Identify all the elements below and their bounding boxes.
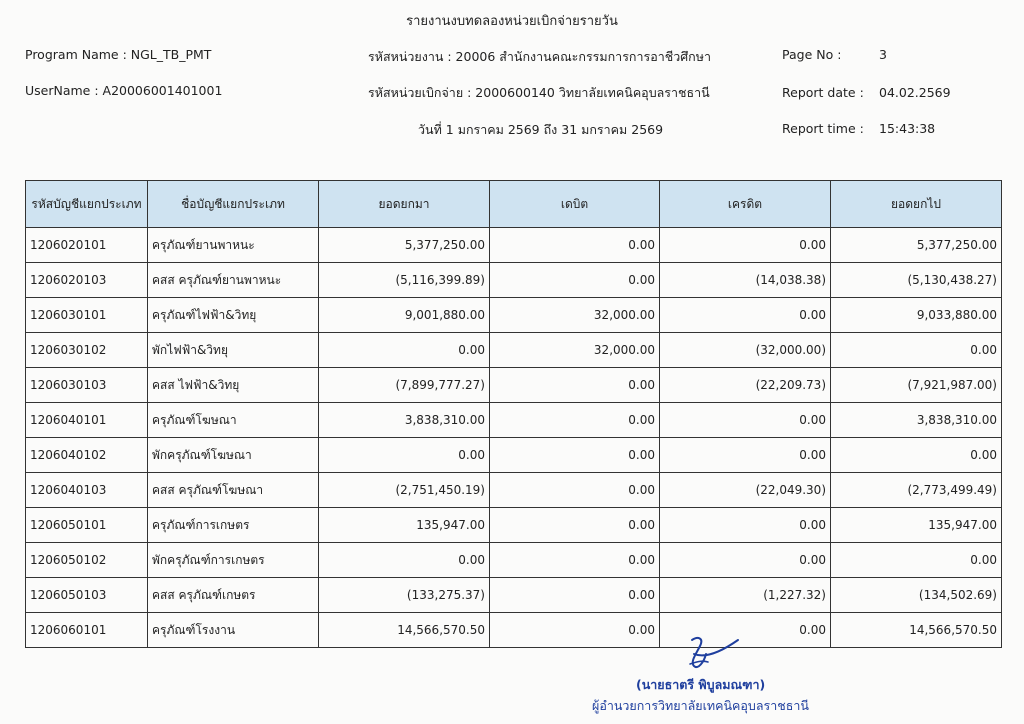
col-debit: เดบิต xyxy=(490,181,660,228)
table-row xyxy=(26,438,1002,473)
col-account-code: รหัสบัญชีแยกประเภท xyxy=(26,181,148,228)
report-time-value: 15:43:38 xyxy=(879,121,936,136)
report-date-label: Report date : xyxy=(782,85,864,100)
username: UserName : A20006001401001 xyxy=(25,83,223,98)
closing-balance-cell: (7,921,987.00) xyxy=(831,368,1002,403)
opening-balance-cell: (5,116,399.89) xyxy=(319,263,490,298)
table-header-row xyxy=(26,181,1002,228)
opening-balance-cell: 9,001,880.00 xyxy=(319,298,490,333)
closing-balance-cell: (5,130,438.27) xyxy=(831,263,1002,298)
closing-balance-cell: (2,773,499.49) xyxy=(831,473,1002,508)
opening-balance-cell: (2,751,450.19) xyxy=(319,473,490,508)
table-row xyxy=(26,508,1002,543)
signatory-title: ผู้อำนวยการวิทยาลัยเทคนิคอุบลราชธานี xyxy=(592,698,809,713)
opening-balance-cell: 5,377,250.00 xyxy=(319,228,490,263)
col-opening-balance: ยอดยกมา xyxy=(319,181,490,228)
account-code-cell: 1206040101 xyxy=(26,403,148,438)
col-credit: เครดิต xyxy=(660,181,831,228)
debit-cell: 0.00 xyxy=(490,403,660,438)
table-row xyxy=(26,333,1002,368)
account-name-cell: ครุภัณฑ์โฆษณา xyxy=(148,403,319,438)
opening-balance-cell: 135,947.00 xyxy=(319,508,490,543)
table-row xyxy=(26,263,1002,298)
debit-cell: 0.00 xyxy=(490,228,660,263)
closing-balance-cell: 9,033,880.00 xyxy=(831,298,1002,333)
account-code-cell: 1206030101 xyxy=(26,298,148,333)
closing-balance-cell: (134,502.69) xyxy=(831,578,1002,613)
debit-cell: 32,000.00 xyxy=(490,298,660,333)
program-name: Program Name : NGL_TB_PMT xyxy=(25,47,212,62)
opening-balance-cell: 0.00 xyxy=(319,543,490,578)
table-row xyxy=(26,228,1002,263)
account-name-cell: พักครุภัณฑ์โฆษณา xyxy=(148,438,319,473)
debit-cell: 0.00 xyxy=(490,578,660,613)
account-code-cell: 1206050101 xyxy=(26,508,148,543)
account-code-cell: 1206040103 xyxy=(26,473,148,508)
account-code-cell: 1206060101 xyxy=(26,613,148,648)
account-name-cell: คสส ครุภัณฑ์ยานพาหนะ xyxy=(148,263,319,298)
report-time-label: Report time : xyxy=(782,121,864,136)
account-code-cell: 1206040102 xyxy=(26,438,148,473)
credit-cell: 0.00 xyxy=(660,613,831,648)
account-code-cell: 1206020103 xyxy=(26,263,148,298)
credit-cell: 0.00 xyxy=(660,508,831,543)
credit-cell: 0.00 xyxy=(660,228,831,263)
closing-balance-cell: 0.00 xyxy=(831,333,1002,368)
table-row xyxy=(26,543,1002,578)
debit-cell: 32,000.00 xyxy=(490,333,660,368)
report-date-value: 04.02.2569 xyxy=(879,85,951,100)
disbursing-unit-code: รหัสหน่วยเบิกจ่าย : 2000600140 วิทยาลัยเทคนิคอุบลราชธานี xyxy=(368,85,710,100)
account-name-cell: ครุภัณฑ์โรงงาน xyxy=(148,613,319,648)
account-code-cell: 1206020101 xyxy=(26,228,148,263)
account-name-cell: คสส ไฟฟ้า&วิทยุ xyxy=(148,368,319,403)
handwritten-signature xyxy=(684,632,744,676)
credit-cell: 0.00 xyxy=(660,403,831,438)
credit-cell: (1,227.32) xyxy=(660,578,831,613)
credit-cell: (22,049.30) xyxy=(660,473,831,508)
table-row xyxy=(26,578,1002,613)
signatory-name: (นายธาตรี พิบูลมณฑา) xyxy=(636,677,766,692)
closing-balance-cell: 3,838,310.00 xyxy=(831,403,1002,438)
page-no-value: 3 xyxy=(879,47,887,62)
table-row xyxy=(26,613,1002,648)
closing-balance-cell: 135,947.00 xyxy=(831,508,1002,543)
credit-cell: (32,000.00) xyxy=(660,333,831,368)
account-name-cell: คสส ครุภัณฑ์โฆษณา xyxy=(148,473,319,508)
credit-cell: (22,209.73) xyxy=(660,368,831,403)
report-period: วันที่ 1 มกราคม 2569 ถึง 31 มกราคม 2569 xyxy=(418,122,664,137)
opening-balance-cell: 0.00 xyxy=(319,333,490,368)
table-row xyxy=(26,473,1002,508)
account-name-cell: ครุภัณฑ์ไฟฟ้า&วิทยุ xyxy=(148,298,319,333)
table-row xyxy=(26,368,1002,403)
credit-cell: 0.00 xyxy=(660,543,831,578)
opening-balance-cell: (7,899,777.27) xyxy=(319,368,490,403)
credit-cell: 0.00 xyxy=(660,438,831,473)
trial-balance-table xyxy=(25,180,1002,648)
debit-cell: 0.00 xyxy=(490,508,660,543)
agency-code: รหัสหน่วยงาน : 20006 สำนักงานคณะกรรมการการอาชีวศึกษา xyxy=(368,49,712,64)
account-name-cell: คสส ครุภัณฑ์เกษตร xyxy=(148,578,319,613)
closing-balance-cell: 0.00 xyxy=(831,438,1002,473)
account-name-cell: พักครุภัณฑ์การเกษตร xyxy=(148,543,319,578)
debit-cell: 0.00 xyxy=(490,438,660,473)
table-row xyxy=(26,403,1002,438)
account-name-cell: พักไฟฟ้า&วิทยุ xyxy=(148,333,319,368)
debit-cell: 0.00 xyxy=(490,613,660,648)
account-code-cell: 1206050103 xyxy=(26,578,148,613)
debit-cell: 0.00 xyxy=(490,543,660,578)
opening-balance-cell: 14,566,570.50 xyxy=(319,613,490,648)
opening-balance-cell: (133,275.37) xyxy=(319,578,490,613)
debit-cell: 0.00 xyxy=(490,473,660,508)
report-title: รายงานงบทดลองหน่วยเบิกจ่ายรายวัน xyxy=(406,14,618,29)
table-body xyxy=(26,228,1002,648)
account-name-cell: ครุภัณฑ์การเกษตร xyxy=(148,508,319,543)
closing-balance-cell: 5,377,250.00 xyxy=(831,228,1002,263)
opening-balance-cell: 3,838,310.00 xyxy=(319,403,490,438)
col-closing-balance: ยอดยกไป xyxy=(831,181,1002,228)
account-code-cell: 1206050102 xyxy=(26,543,148,578)
credit-cell: 0.00 xyxy=(660,298,831,333)
account-code-cell: 1206030102 xyxy=(26,333,148,368)
account-code-cell: 1206030103 xyxy=(26,368,148,403)
credit-cell: (14,038.38) xyxy=(660,263,831,298)
closing-balance-cell: 0.00 xyxy=(831,543,1002,578)
debit-cell: 0.00 xyxy=(490,368,660,403)
account-name-cell: ครุภัณฑ์ยานพาหนะ xyxy=(148,228,319,263)
col-account-name: ชื่อบัญชีแยกประเภท xyxy=(148,181,319,228)
opening-balance-cell: 0.00 xyxy=(319,438,490,473)
debit-cell: 0.00 xyxy=(490,263,660,298)
page-no-label: Page No : xyxy=(782,47,842,62)
table-row xyxy=(26,298,1002,333)
closing-balance-cell: 14,566,570.50 xyxy=(831,613,1002,648)
